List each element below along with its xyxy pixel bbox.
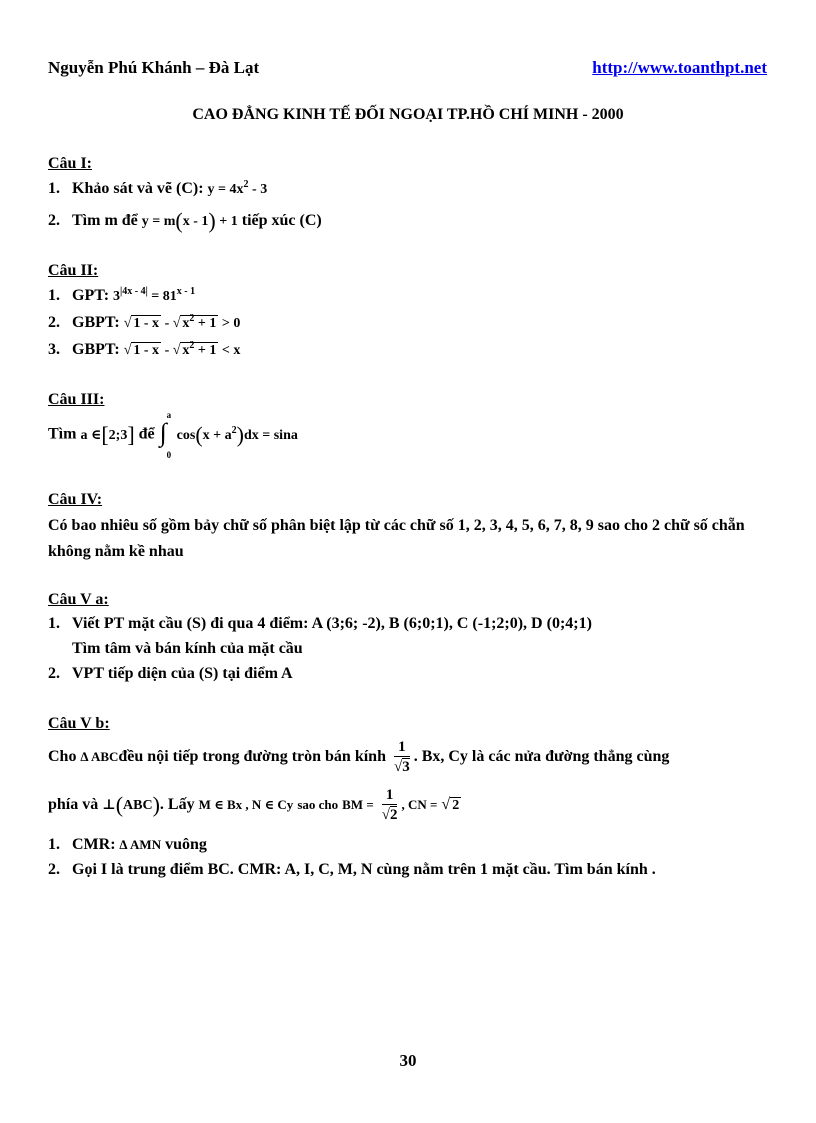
math-cn: , CN = xyxy=(401,797,438,813)
item-number: 1. xyxy=(48,836,60,853)
item-text: GBPT: xyxy=(72,341,120,358)
math-expression: √ 1 - x - √ $x^2 + 1 > 0$ xyxy=(123,313,241,331)
item-number: 3. xyxy=(48,341,60,358)
cau3-line xyxy=(48,410,298,460)
text: đều nội tiếp trong đường tròn bán kính xyxy=(118,748,386,766)
math-bm: BM = xyxy=(342,797,374,813)
item-text: VPT tiếp diện của (S) tại điểm A xyxy=(72,665,293,682)
cau5b-line-2 xyxy=(48,786,461,825)
text: phía và xyxy=(48,796,99,814)
fraction-1-over-sqrt2: $\frac{1}{√2}$ xyxy=(381,787,398,823)
item-text: Gọi I là trung điểm BC. CMR: A, I, C, M, N cùng nằm trên 1 mặt cầu. Tìm bán kính . xyxy=(72,861,656,878)
section-heading-cau-4: Câu IV: xyxy=(48,491,103,508)
section-heading-cau-5a: Câu V a: xyxy=(48,591,109,608)
header-url-link[interactable]: http://www.toanthpt.net xyxy=(592,58,767,77)
fraction-1-over-sqrt3: $\frac{1}{√3}$ xyxy=(393,739,410,775)
sqrt-sign: √ $x^2 + 1$ xyxy=(172,313,217,331)
item-number: 1. xyxy=(48,615,60,632)
item-text: Tìm xyxy=(48,425,77,443)
cau5a-item-1 xyxy=(48,615,592,633)
math-triangle-amn: ∆ AMN xyxy=(119,837,162,852)
sqrt-sign: √ $x^2 + 1$ xyxy=(172,340,217,358)
item-text: GBPT: xyxy=(72,314,120,331)
item-text: Viết PT mặt cầu (S) đi qua 4 điểm: A (3;6; -2), B (6;0;1), C (-1;2;0), D (0;4;1) xyxy=(72,615,592,632)
item-tail: tiếp xúc (C) xyxy=(241,212,322,229)
math-points: M ∈ Bx , N ∈ Cy xyxy=(198,797,294,813)
cau4-text: Có bao nhiêu số gồm bảy chữ số phân biệt lập từ các chữ số 1, 2, 3, 4, 5, 6, 7, 8, 9 sao cho 2 chữ số chẵn không nằm kề nhau xyxy=(48,517,745,560)
section-heading-cau-3: Câu III: xyxy=(48,391,105,408)
cau2-item-1 xyxy=(48,287,195,305)
text: . Lấy xyxy=(159,796,195,814)
math-expression: √ 1 - x - √ $x^2 + 1 < x$ xyxy=(123,340,241,358)
text: sao cho xyxy=(297,797,339,813)
triangle-abc: ∆ ABC xyxy=(80,749,119,765)
item-text: GPT: xyxy=(72,287,110,304)
item-text-2: để xyxy=(138,425,155,443)
cau2-item-3 xyxy=(48,341,240,359)
math-integrand: $\cos(x + a^2)dx = \sin a$ xyxy=(176,421,298,447)
integral-sign: ∫ a 0 xyxy=(159,410,172,460)
cau1-item-2 xyxy=(48,208,322,234)
item-number: 2. xyxy=(48,861,60,878)
item-number: 1. xyxy=(48,287,60,304)
cau1-item-1 xyxy=(48,180,267,198)
item-number: 1. xyxy=(48,180,60,197)
math-expression: $y = 4x^2 - 3$ xyxy=(207,179,268,197)
item-number: 2. xyxy=(48,314,60,331)
section-heading-cau-2: Câu II: xyxy=(48,262,99,279)
cau5a-item-2 xyxy=(48,665,293,683)
sqrt-2: √ 2 xyxy=(441,796,460,814)
text: . Bx, Cy là các nửa đường thẳng cùng xyxy=(413,748,670,766)
header-author: Nguyễn Phú Khánh – Đà Lạt xyxy=(48,58,260,77)
section-heading-cau-5b: Câu V b: xyxy=(48,715,110,732)
cau2-item-2 xyxy=(48,314,240,332)
item-text: CMR: xyxy=(72,836,116,853)
page-number: 30 xyxy=(399,1051,417,1070)
cau5b-line-1 xyxy=(48,738,669,777)
cau5a-item-1b: Tìm tâm và bán kính của mặt cầu xyxy=(72,640,303,657)
item-text: Khảo sát và vẽ (C): xyxy=(72,180,204,197)
perp-abc: ⊥(ABC) xyxy=(102,792,160,818)
math-condition: a ∈[2;3] xyxy=(80,421,135,447)
item-tail: vuông xyxy=(165,836,207,853)
math-expression: y = m(x - 1) + 1 xyxy=(141,208,238,233)
item-text: Tìm m để xyxy=(72,212,138,229)
section-heading-cau-1: Câu I: xyxy=(48,155,93,172)
sqrt-sign: √ 1 - x xyxy=(123,343,160,358)
page-title: CAO ĐẲNG KINH TẾ ĐỐI NGOẠI TP.HỒ CHÍ MINH - 2000 xyxy=(192,106,624,123)
cau5b-item-2 xyxy=(48,861,656,879)
sqrt-sign: √ 1 - x xyxy=(123,316,160,331)
math-expression: $3^{|4x - 4|} = 81^{x - 1}$ xyxy=(113,286,196,304)
item-number: 2. xyxy=(48,212,60,229)
item-number: 2. xyxy=(48,665,60,682)
text: Cho xyxy=(48,748,77,766)
cau5b-item-1 xyxy=(48,836,207,854)
